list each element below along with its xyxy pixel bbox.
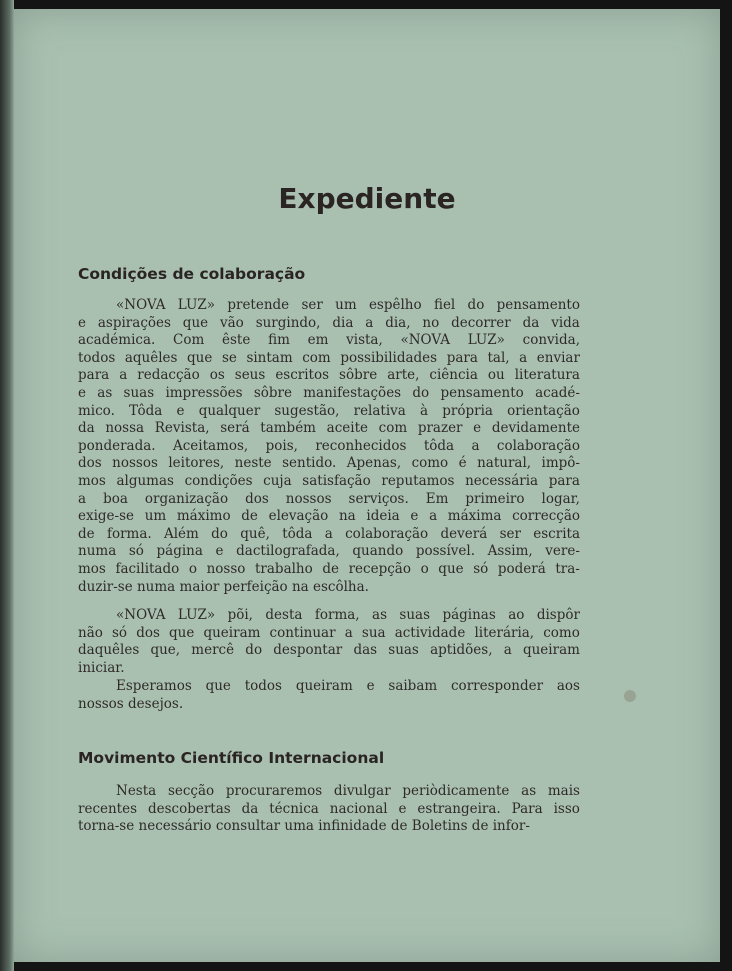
paper-stain <box>624 690 636 702</box>
text-line: iniciar. <box>78 659 125 676</box>
text-line: exige-se um máximo de elevação na ideia e a máxima correcção <box>78 508 580 525</box>
text-line: duzir-se numa maior perfeição na escôlha. <box>78 578 369 595</box>
text-line: de forma. Além do quê, tôda a colaboração deverá ser escrita <box>78 525 580 542</box>
text-line: da nossa Revista, será também aceite com prazer e devidamente <box>78 420 580 437</box>
text-line: daquêles que, mercê do despontar das suas aptidões, a queiram <box>78 642 580 659</box>
document-page <box>14 9 720 962</box>
page-left-edge <box>0 0 14 971</box>
paragraph-colaboracao-1 <box>78 297 580 596</box>
page-title: Expediente <box>278 182 456 215</box>
text-line: e aspirações que vão surgindo, dia a dia, no decorrer da vida <box>78 314 580 331</box>
text-line: recentes descobertas da técnica nacional e estrangeira. Para isso <box>78 800 580 817</box>
text-line: mico. Tôda e qualquer sugestão, relativa à própria orientação <box>78 402 580 419</box>
text-line: mos facilitado o nosso trabalho de recepção o que só poderá tra- <box>78 560 580 577</box>
section-heading-movimento-cientifico: Movimento Científico Internacional <box>78 749 385 767</box>
text-line: académica. Com êste fim em vista, «NOVA LUZ» convida, <box>78 332 580 349</box>
text-line: a boa organização dos nossos serviços. Em primeiro logar, <box>78 490 580 507</box>
text-line: Esperamos que todos queiram e saibam corresponder aos <box>116 678 580 694</box>
paragraph-colaboracao-2 <box>78 607 580 677</box>
text-line: e as suas impressões sôbre manifestações do pensamento acadé- <box>78 384 580 401</box>
text-line: para a redacção os seus escritos sôbre arte, ciência ou literatura <box>78 367 580 384</box>
text-line: numa só página e dactilografada, quando possível. Assim, vere- <box>78 543 580 560</box>
text-line: mos algumas condições cuja satisfação reputamos necessária para <box>78 472 580 489</box>
text-line: não só dos que queiram continuar a sua actividade literária, como <box>78 624 580 641</box>
text-line: todos aquêles que se sintam com possibilidades para tal, a enviar <box>78 349 580 366</box>
paragraph-colaboracao-3 <box>78 678 580 713</box>
text-line: ponderada. Aceitamos, pois, reconhecidos tôda a colaboração <box>78 437 580 454</box>
text-line: «NOVA LUZ» pretende ser um espêlho fiel do pensamento <box>116 297 580 313</box>
text-line: Nesta secção procuraremos divulgar periòdicamente as mais <box>116 783 580 799</box>
text-line: nossos desejos. <box>78 695 184 712</box>
paragraph-movimento-1 <box>78 783 580 836</box>
text-line: dos nossos leitores, neste sentido. Apenas, como é natural, impô- <box>78 455 580 472</box>
section-heading-colaboracao: Condições de colaboração <box>78 265 306 283</box>
text-line: «NOVA LUZ» põi, desta forma, as suas páginas ao dispôr <box>116 607 580 623</box>
text-line: torna-se necessário consultar uma infinidade de Boletins de infor- <box>78 818 530 835</box>
